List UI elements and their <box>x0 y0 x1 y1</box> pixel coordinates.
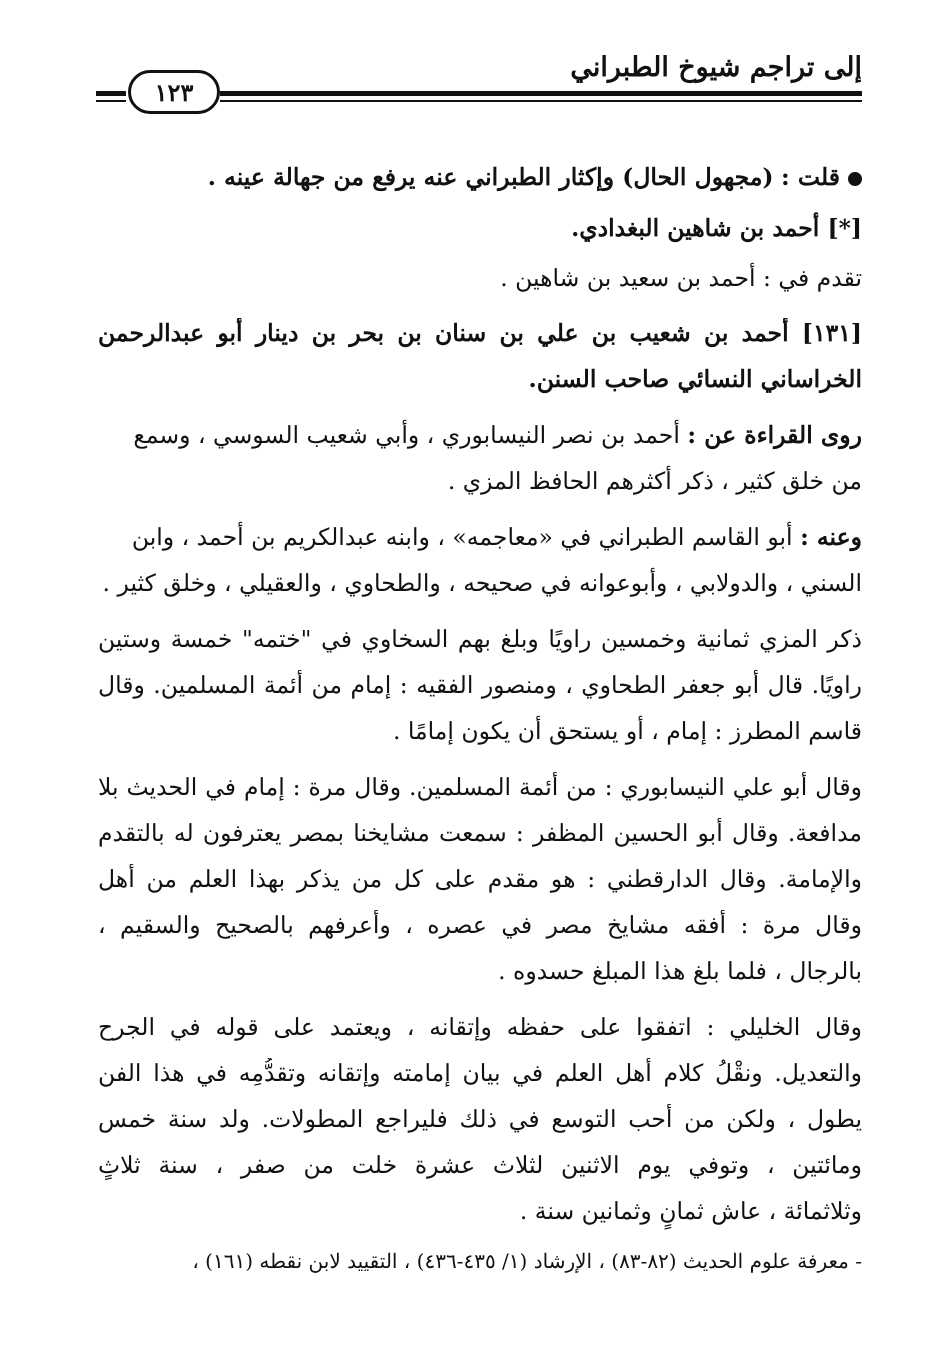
paragraph-khalili-line5: وثلاثمائة ، عاش ثمانٍ وثمانين سنة . <box>519 1197 862 1225</box>
students-text: أبو القاسم الطبراني في «معاجمه» ، وابنه عبدالكريم بن أحمد ، وابن <box>131 523 793 551</box>
riwaya-text: أحمد بن نصر النيسابوري ، وأبي شعيب السوسي ، وسمع <box>133 421 680 449</box>
cross-reference: تقدم في : أحمد بن سعيد بن شاهين . <box>500 264 862 292</box>
paragraph-praise-line1: وقال أبو علي النيسابوري : من أئمة المسلمين. وقال مرة : إمام في الحديث بلا <box>98 773 862 801</box>
paragraph-narrators-line2: راويًا. قال أبو جعفر الطحاوي ، ومنصور الفقيه : إمام من أئمة المسلمين. وقال <box>98 671 862 699</box>
paragraph-praise-line4: وقال مرة : أفقه مشايخ مصر في عصره ، وأعرفهم بالصحيح والسقيم ، <box>98 911 862 939</box>
paragraph-khalili-line2: والتعديل. ونقْلُ كلام أهل العلم في بيان إمامته وإتقانه وتقدُّمِه في هذا الفن <box>98 1059 862 1087</box>
page-number: ١٢٣ <box>154 77 194 107</box>
entry-heading-131-line2: الخراساني النسائي صاحب السنن. <box>528 365 862 393</box>
qultu-text: (مجهول الحال) وإكثار الطبراني عنه يرفع من جهالة عينه . <box>207 163 774 191</box>
paragraph-praise-line3: والإمامة. وقال الدارقطني : هو مقدم على كل من يذكر بهذا العلم من أهل <box>98 865 862 893</box>
paragraph-students-line1 <box>132 522 862 552</box>
page-number-badge <box>128 70 220 114</box>
students-label: وعنه : <box>800 523 862 551</box>
footnote-sources: - معرفة علوم الحديث (٨٢-٨٣) ، الإرشاد (١/ ٤٣٥-٤٣٦) ، التقييد لابن نقطه (١٦١) ، <box>192 1249 862 1273</box>
paragraph-students-line2: السني ، والدولابي ، وأبوعوانه في صحيحه ، والطحاوي ، والعقيلي ، وخلق كثير . <box>102 569 862 597</box>
paragraph-riwaya-line1 <box>133 420 862 450</box>
header-rule-left-thick <box>96 91 126 96</box>
paragraph-narrators-line3: قاسم المطرز : إمام ، أو يستحق أن يكون إمامًا . <box>392 717 862 745</box>
paragraph-narrators-line1: ذكر المزي ثمانية وخمسين راويًا وبلغ بهم السخاوي في "ختمه" خمسة وستين <box>98 625 862 653</box>
paragraph-khalili-line4: ومائتين ، وتوفي يوم الاثنين لثلاث عشرة خلت من صفر ، سنة ثلاثٍ <box>98 1151 862 1179</box>
paragraph-riwaya-line2: من خلق كثير ، ذكر أكثرهم الحافظ المزي . <box>447 467 862 495</box>
paragraph-khalili-line3: يطول ، ولكن من أحب التوسع في ذلك فليراجع المطولات. ولد سنة خمس <box>98 1105 862 1133</box>
entry-heading-ahmad-bin-shahin: [*] أحمد بن شاهين البغدادي. <box>571 214 862 242</box>
running-header-title: إلى تراجم شيوخ الطبراني <box>570 52 862 83</box>
header-rule-left-thin <box>96 100 126 102</box>
bullet-icon <box>848 172 862 186</box>
header-rule-thick <box>220 91 862 96</box>
paragraph-qultu <box>208 162 862 192</box>
entry-heading-131-line1: [١٣١] أحمد بن شعيب بن علي بن سنان بن بحر بن دينار أبو عبدالرحمن <box>98 319 862 347</box>
paragraph-khalili-line1: وقال الخليلي : اتفقوا على حفظه وإتقانه ، ويعتمد على قوله في الجرح <box>98 1013 862 1041</box>
paragraph-praise-line2: مدافعة. وقال أبو الحسين المظفر : سمعت مشايخنا بمصر يعترفون له بالتقدم <box>98 819 862 847</box>
riwaya-label: روى القراءة عن : <box>687 421 862 449</box>
paragraph-praise-line5: بالرجال ، فلما بلغ هذا المبلغ حسدوه . <box>498 957 862 985</box>
qultu-label: قلت : <box>781 163 840 191</box>
header-rule-thin <box>220 100 862 102</box>
